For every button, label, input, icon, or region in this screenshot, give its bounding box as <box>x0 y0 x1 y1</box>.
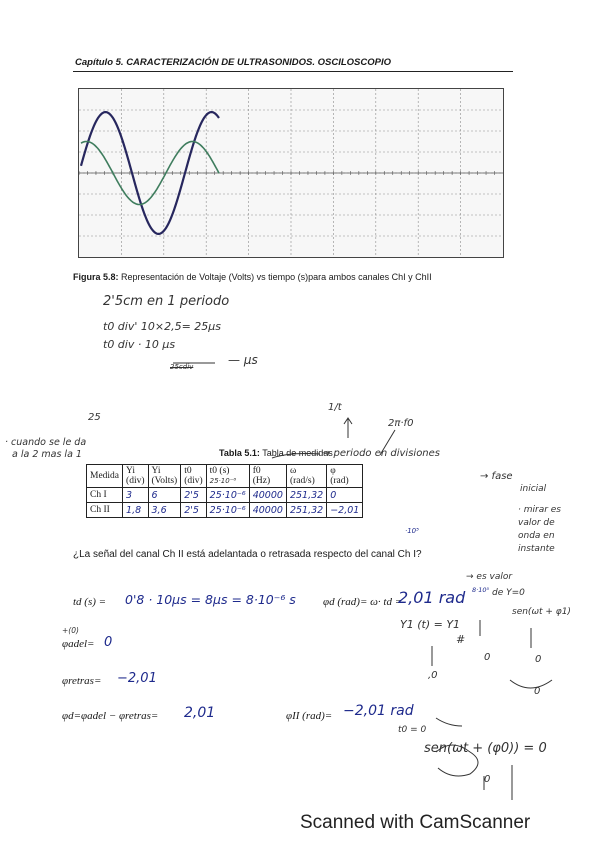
phiretras-label: φretras= <box>62 675 102 687</box>
cell-value: 40000 <box>249 503 286 518</box>
note-sen-equation: sen(ωt + φ1) <box>512 607 571 617</box>
note-de-y: de Y=0 <box>492 588 525 598</box>
note-mirar-3: onda en <box>518 531 555 541</box>
cell-value: 1,8 <box>123 503 148 518</box>
cell-value: 25·10⁻⁶ <box>206 503 249 518</box>
arrow-two-pi <box>380 430 395 455</box>
note-fase: → fase <box>480 471 513 482</box>
header-omega: ω (rad/s) <box>286 465 326 488</box>
note-exp-small: 8·10⁵ <box>472 586 490 594</box>
phid2-value: 2,01 <box>184 705 216 721</box>
figure-caption-text: Representación de Voltaje (Volts) vs tiempo (s)para ambos canales ChI y ChII <box>118 272 432 282</box>
note-plus-zero: +(0) <box>62 626 79 635</box>
circle-phi0 <box>436 745 478 776</box>
note-mirar-4: instante <box>518 544 555 554</box>
cell-value: 251,32 <box>286 503 326 518</box>
td-label: td (s) = <box>73 596 107 608</box>
phi2-value: −2,01 rad <box>343 703 414 719</box>
note-a-la-2: a la 2 mas la 1 <box>12 449 82 460</box>
arrow-periodo <box>272 454 320 459</box>
chapter-header: Capítulo 5. CARACTERIZACIÓN DE ULTRASONIDOS. OSCILOSCOPIO <box>75 57 391 68</box>
note-zero-d: 0 <box>534 686 541 697</box>
note-25: 25 <box>88 412 101 423</box>
note-two-pi-f: 2π·f0 <box>388 418 414 429</box>
header-measure: Medida <box>87 465 123 488</box>
note-zero-e: 0 <box>484 774 491 785</box>
note-one-over-t: 1/t <box>328 402 342 413</box>
note-zero-a: 0 <box>484 652 491 663</box>
note-t0-zero: t0 = 0 <box>398 725 427 735</box>
cell-value: 25·10⁻⁶ <box>206 488 249 503</box>
note-es-valor: → es valor <box>466 572 513 582</box>
note-sen-bottom: sen(ωt + (φ0)) = 0 <box>424 741 547 756</box>
note-periodo: → periodo en divisiones <box>322 448 441 459</box>
td-value: 0'8 · 10µs = 8µs = 8·10⁻⁶ s <box>125 592 296 607</box>
note-zero-c: ,0 <box>428 670 438 681</box>
note-inicial: inicial <box>520 484 547 494</box>
cell-channel: Ch I <box>87 488 123 503</box>
cell-value: 251,32 <box>286 488 326 503</box>
header-yi-div: Yi (div) <box>123 465 148 488</box>
question-text: ¿La señal del canal Ch II está adelantada o retrasada respecto del canal Ch I? <box>73 549 422 560</box>
table-caption-text: Tabla de medidas <box>259 448 333 458</box>
figure-caption-label: Figura 5.8: <box>73 272 119 282</box>
cell-value: −2,01 <box>327 503 363 518</box>
note-period: 2'5cm en 1 periodo <box>103 294 230 309</box>
cell-value: 0 <box>327 488 363 503</box>
note-t0-div: t0 div' 10×2,5= 25µs <box>103 320 222 333</box>
phiadel-value: 0 <box>104 635 113 650</box>
note-fraction-denominator: 25cdiv <box>170 363 194 371</box>
note-mirar-1: · mirar es <box>518 505 561 515</box>
cell-value: 40000 <box>249 488 286 503</box>
table-under-note: ·10⁵ <box>405 527 419 535</box>
note-dash-us: — µs <box>228 353 258 367</box>
note-cuando: · cuando se le da <box>5 437 87 448</box>
camscanner-watermark: Scanned with CamScanner <box>300 812 531 833</box>
brace-bottom <box>510 680 552 688</box>
header-t0-div: t0 (div) <box>181 465 206 488</box>
phiadel-label: φadel= <box>62 638 95 650</box>
cell-channel: Ch II <box>87 503 123 518</box>
note-y1-equation: Y1 (t) = Y1 <box>400 618 461 631</box>
header-t0-s: t0 (s) 25·10⁻⁶ <box>206 465 249 488</box>
header-yi-volts: Yi (Volts) <box>148 465 181 488</box>
note-mirar-2: valor de <box>518 518 555 528</box>
table-caption-label: Tabla 5.1: <box>219 448 260 458</box>
arrow-t0 <box>436 718 462 726</box>
note-hash: # <box>456 633 466 646</box>
header-f0: f0 (Hz) <box>249 465 286 488</box>
phid2-label: φd=φadel − φretras= <box>62 710 159 722</box>
phid-label: φd (rad)= ω· td = <box>323 596 403 608</box>
phi2-label: φII (rad)= <box>286 710 333 722</box>
phid-value: 2,01 rad <box>398 588 466 607</box>
note-zero-b: 0 <box>535 654 542 665</box>
cell-value: 3,6 <box>148 503 181 518</box>
phiretras-value: −2,01 <box>117 671 157 686</box>
header-phi: φ (rad) <box>327 465 363 488</box>
cell-value: 2'5 <box>181 503 206 518</box>
cell-value: 6 <box>148 488 181 503</box>
note-t0-div-2: t0 div · 10 µs <box>103 338 176 351</box>
cell-value: 2'5 <box>181 488 206 503</box>
cell-value: 3 <box>123 488 148 503</box>
